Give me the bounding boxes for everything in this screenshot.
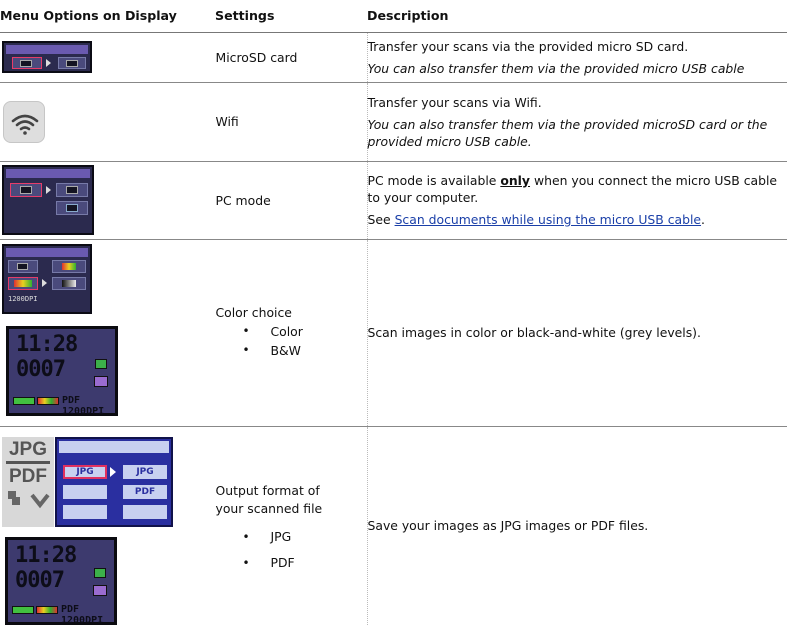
option-pdf: • PDF [216, 550, 367, 576]
pdf-icon-label: PDF [9, 465, 47, 487]
color-choice-title: Color choice [215, 305, 292, 320]
screen-format-readout: PDF 1200DPI [61, 603, 104, 626]
table-row [0, 239, 787, 426]
screen-time-readout: 11:28 0007 [16, 331, 78, 382]
color-choice-status-screen-image [6, 326, 118, 416]
option-bw: • B&W [216, 341, 367, 360]
folder-icon [93, 585, 107, 596]
pc-mode-desc-text: PC mode is available only when you connect the micro USB cable to your computer. [367, 173, 778, 205]
description-microsd [367, 32, 787, 82]
table-row [0, 32, 787, 82]
folder-icon [94, 376, 108, 387]
option-jpg: • JPG [216, 524, 367, 550]
pc-mode-only-emphasis: only [500, 173, 531, 188]
header-description: Description [367, 0, 787, 32]
microsd-desc-note: You can also transfer them via the provided micro USB cable [367, 60, 745, 76]
dpi-label: 1200DPI [8, 294, 38, 303]
table-row [0, 82, 787, 161]
menu-image-cell [0, 161, 215, 239]
pdf-tile-label: PDF [123, 485, 167, 499]
microsd-menu-screen-image [2, 41, 92, 73]
menu-image-cell [0, 82, 215, 161]
description-output-format [367, 426, 787, 625]
wifi-icon [3, 101, 45, 143]
output-format-desc-text: Save your images as JPG images or PDF files. [367, 518, 649, 533]
table-header-row [0, 0, 787, 32]
settings-microsd: MicroSD card [215, 32, 367, 82]
color-mode-icon [37, 397, 59, 405]
color-choice-menu-screen-image [2, 244, 92, 314]
screen-time-readout: 11:28 0007 [15, 542, 77, 593]
output-format-title: Output format of your scanned file [215, 482, 323, 516]
header-menu-options: Menu Options on Display [0, 0, 215, 32]
settings-pc-mode: PC mode [215, 161, 367, 239]
option-color: • Color [216, 322, 367, 341]
settings-wifi: Wifi [215, 82, 367, 161]
description-wifi [367, 82, 787, 161]
output-format-options [216, 524, 367, 576]
output-format-status-screen-image [5, 537, 117, 625]
description-pc-mode [367, 161, 787, 239]
pc-mode-see-also: See Scan documents while using the micro USB cable. [367, 212, 705, 227]
header-settings: Settings [215, 0, 367, 32]
wifi-desc-note: You can also transfer them via the provided microSD card or the provided micro USB cable. [367, 116, 768, 149]
settings-output-format [215, 426, 367, 625]
battery-icon [13, 397, 35, 405]
jpg-tile-label: JPG [63, 465, 107, 479]
format-menu-screen-image [55, 437, 173, 527]
scan-documents-usb-link[interactable]: Scan documents while using the micro USB cable [394, 212, 702, 227]
pc-mode-menu-screen-image [2, 165, 94, 235]
microsd-desc-text: Transfer your scans via the provided micro SD card. [367, 38, 689, 54]
settings-color-choice [215, 239, 367, 426]
jpg-tile-label: JPG [123, 465, 167, 479]
screen-format-readout: PDF 1200DPI [62, 394, 105, 417]
unlock-icon [95, 359, 107, 369]
menu-image-cell [0, 426, 215, 625]
description-color-choice [367, 239, 787, 426]
format-toggle-icon [2, 437, 54, 527]
color-choice-desc-text: Scan images in color or black-and-white (grey levels). [367, 325, 701, 340]
table-row [0, 161, 787, 239]
jpg-icon-label: JPG [8, 438, 48, 460]
unlock-icon [94, 568, 106, 578]
wifi-desc-text: Transfer your scans via Wifi. [367, 94, 542, 110]
table-row [0, 426, 787, 625]
battery-icon [12, 606, 34, 614]
menu-image-cell [0, 32, 215, 82]
color-choice-options [216, 322, 367, 360]
menu-image-cell [0, 239, 215, 426]
color-mode-icon [36, 606, 58, 614]
